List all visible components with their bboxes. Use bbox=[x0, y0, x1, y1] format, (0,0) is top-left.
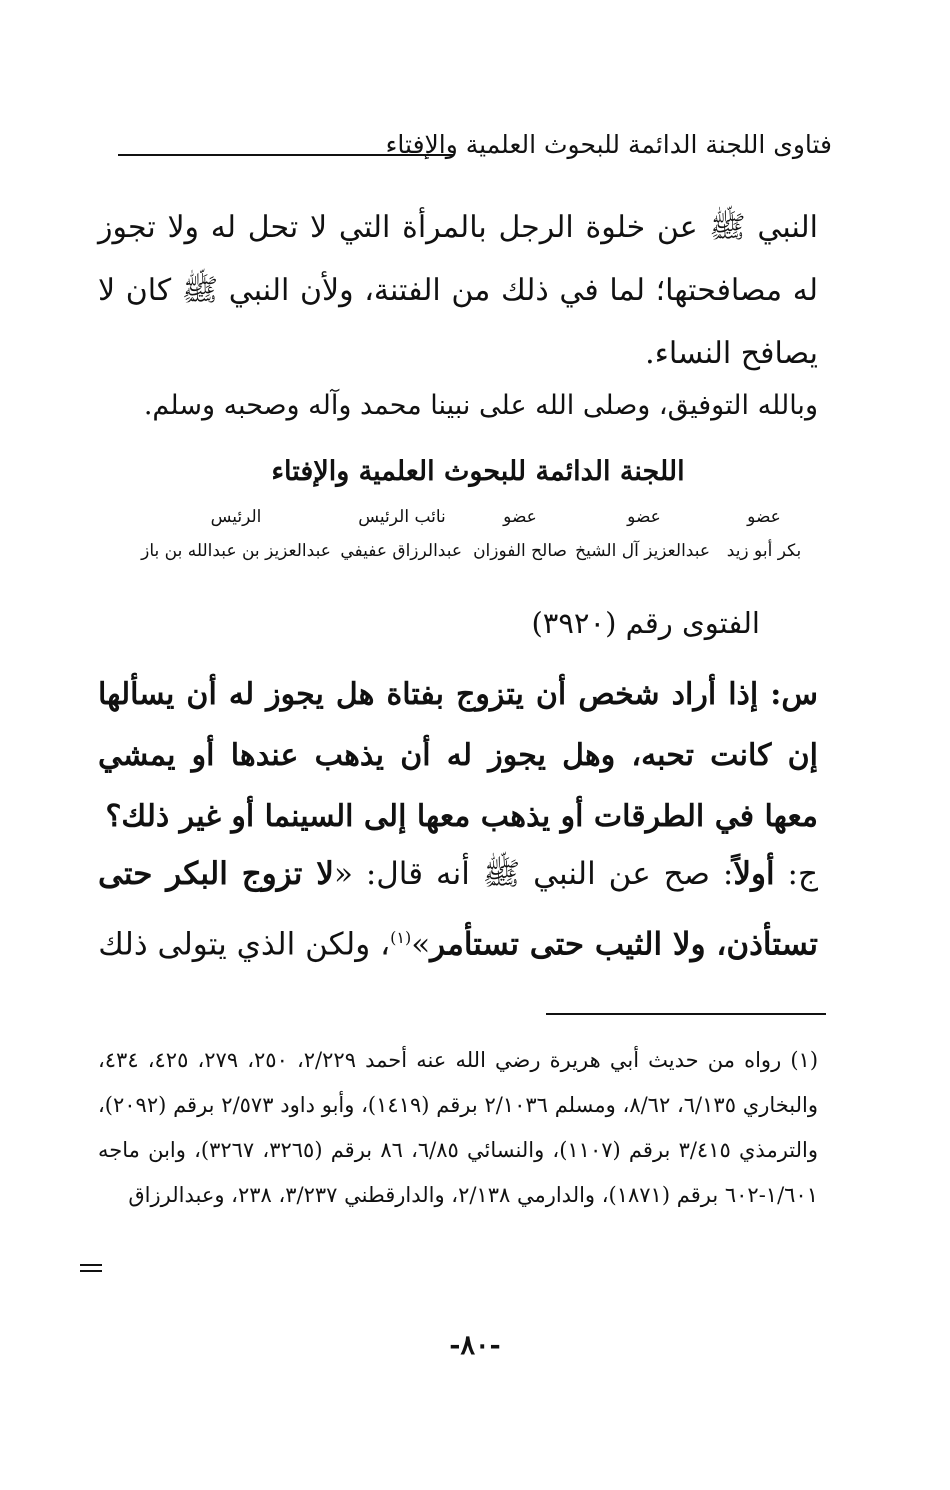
signature-member-3 bbox=[470, 507, 570, 561]
signature-name: عبدالرزاق عفيفي bbox=[340, 541, 462, 561]
page-number: -٨٠- bbox=[449, 1330, 501, 1361]
signature-member-4 bbox=[342, 507, 462, 561]
signature-title: عضو bbox=[747, 507, 781, 527]
footnote-separator bbox=[546, 1013, 826, 1015]
quote-close: » bbox=[411, 926, 431, 963]
signature-name: صالح الفوزان bbox=[473, 541, 567, 561]
signature-title: عضو bbox=[627, 507, 661, 527]
footnote-ref: (١) bbox=[390, 928, 412, 947]
question-text: س: إذا أراد شخص أن يتزوج بفتاة هل يجوز له أن يسألها إن كانت تحبه، وهل يجوز له أن يذهب عندها أو يمشي معها في الطرقات أو يذهب معها إلى السينما أو غير ذلك؟ bbox=[98, 677, 819, 834]
answer-intro: : صح عن النبي ﷺ أنه قال: « bbox=[333, 856, 734, 892]
signature-title: الرئيس bbox=[210, 507, 262, 527]
closing-line: وبالله التوفيق، وصلى الله على نبينا محمد وآله وصحبه وسلم. bbox=[143, 390, 818, 421]
paragraph-1: النبي ﷺ عن خلوة الرجل بالمرأة التي لا تحل له ولا تجوز له مصافحتها؛ لما في ذلك من الفتنة، ولأن النبي ﷺ كان لا يصافح النساء. bbox=[98, 210, 818, 371]
fatwa-number: الفتوى رقم (٣٩٢٠) bbox=[531, 606, 760, 640]
hadith-quote: لا تزوج البكر حتى تستأذن، ولا الثيب حتى تستأمر bbox=[98, 856, 818, 963]
answer-tail: ، ولكن الذي يتولى ذلك bbox=[98, 926, 391, 963]
running-header-title: فتاوى اللجنة الدائمة للبحوث العلمية والإفتاء bbox=[385, 130, 832, 159]
answer-text bbox=[98, 843, 818, 976]
footnote-text: (١) رواه من حديث أبي هريرة رضي الله عنه أحمد ٢/٢٢٩، ٢٥٠، ٢٧٩، ٤٢٥، ٤٣٤، والبخاري ٦/١٣٥، ٨/٦٢، ومسلم ٢/١٠٣٦ برقم (١٤١٩)، وأبو داود ٢/٥٧٣ برقم (٢٠٩٢)، والترمذي ٣/٤١٥ برقم (١١٠٧)، والنسائي ٦/٨٥، ٨٦ برقم (٣٢٦٥، ٣٢٦٧)، وابن ماجه ١/٦٠١-٦٠٢ برقم (١٨٧١)، والدارمي ٢/١٣٨، والدارقطني ٣/٢٣٧، ٢٣٨، وعبدالرزاق bbox=[98, 1048, 819, 1207]
continuation-mark bbox=[80, 1264, 102, 1276]
committee-title: اللجنة الدائمة للبحوث العلمية والإفتاء bbox=[271, 456, 685, 487]
running-header bbox=[112, 130, 832, 159]
signature-title: عضو bbox=[503, 507, 537, 527]
header-rule bbox=[118, 154, 453, 156]
signature-name: بكر أبو زيد bbox=[726, 541, 802, 561]
signature-member-1 bbox=[708, 507, 820, 561]
signature-title: نائب الرئيس bbox=[358, 507, 446, 527]
signature-name: عبدالعزيز آل الشيخ bbox=[575, 541, 710, 561]
answer-prefix: ج: bbox=[774, 856, 818, 892]
answer-first-label: أولاً bbox=[733, 856, 775, 892]
signature-name: عبدالعزيز بن عبدالله بن باز bbox=[141, 541, 331, 561]
signature-member-2 bbox=[575, 507, 710, 561]
signature-member-5 bbox=[140, 507, 332, 561]
